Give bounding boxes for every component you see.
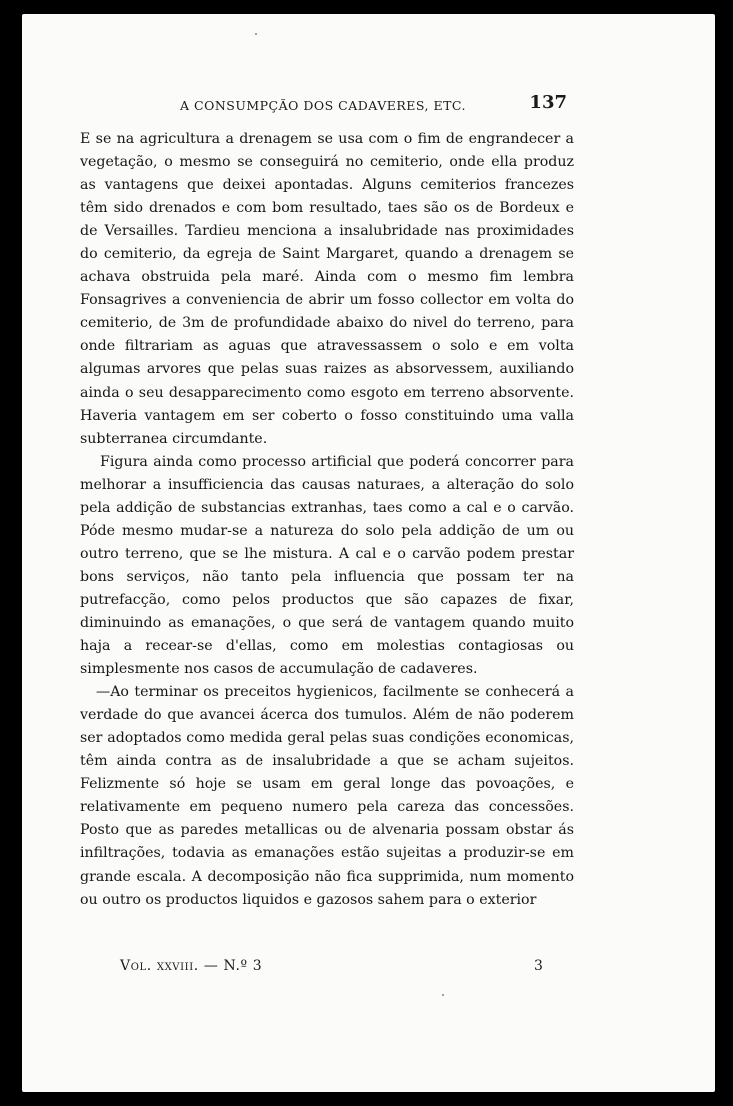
sheet-number: 3 bbox=[534, 958, 543, 974]
volume-signature: Vol. xxviii. — N.º 3 bbox=[120, 958, 263, 974]
paragraph: —Ao terminar os preceitos hygienicos, facilmente se conhecerá a verdade do que avancei ácerca dos tumulos. Além de não poderem ser adoptados como medida geral pelas suas condições economicas, têm ainda contra as de insalubridade a que se acham sujeitos. Felizmente só hoje se usam em geral longe das povoações, e relativamente em pequeno numero pela careza das concessões. Posto que as paredes metallicas ou de alvenaria possam obstar ás infiltrações, todavia as emanações estão sujeitas a produzir-se em grande escala. A decomposição não fica supprimida, num momento ou outro os productos liquidos e gazosos sahem para o exterior bbox=[80, 684, 574, 908]
page-header bbox=[82, 92, 575, 118]
running-title: A CONSUMPÇÃO DOS CADAVERES, ETC. bbox=[180, 98, 467, 113]
body-text bbox=[80, 128, 574, 912]
paper-speck bbox=[442, 994, 444, 996]
paragraph: E se na agricultura a drenagem se usa com o fim de engrandecer a vegetação, o mesmo se conseguirá no cemiterio, onde ella produz as vantagens que deixei apontadas. Alguns cemiterios francezes têm sido drenados e com bom resultado, taes são os de Bordeux e de Versailles. Tardieu menciona a insalubridade nas proximidades do cemiterio, da egreja de Saint Margaret, quando a drenagem se achava obstruida pela maré. Ainda com o mesmo fim lembra Fonsagrives a conveniencia de abrir um fosso collector em volta do cemiterio, de 3m de profundidade abaixo do nivel do terreno, para onde filtrariam as aguas que atravessassem o solo e em volta algumas arvores que pelas suas raizes as absorvessem, auxiliando ainda o seu desapparecimento como esgoto em terreno absorvente. Haveria vantagem em ser coberto o fosso constituindo uma valla subterranea circumdante. bbox=[80, 131, 574, 447]
page-footer bbox=[82, 958, 576, 982]
page-number: 137 bbox=[529, 92, 567, 113]
paragraph: Figura ainda como processo artificial que poderá concorrer para melhorar a insufficiencia das causas naturaes, a alteração do solo pela addição de substancias extranhas, taes como a cal e o carvão. Póde mesmo mudar-se a natureza do solo pela addição de um ou outro terreno, que se lhe mistura. A cal e o carvão podem prestar bons serviços, não tanto pela influencia que possam ter na putrefacção, como pelos productos que são capazes de fixar, diminuindo as emanações, o que será de vantagem quando muito haja a recear-se d'ellas, como em molestias contagiosas ou simplesmente nos casos de accumulação de cadaveres. bbox=[80, 453, 574, 678]
paper-speck bbox=[255, 33, 257, 35]
